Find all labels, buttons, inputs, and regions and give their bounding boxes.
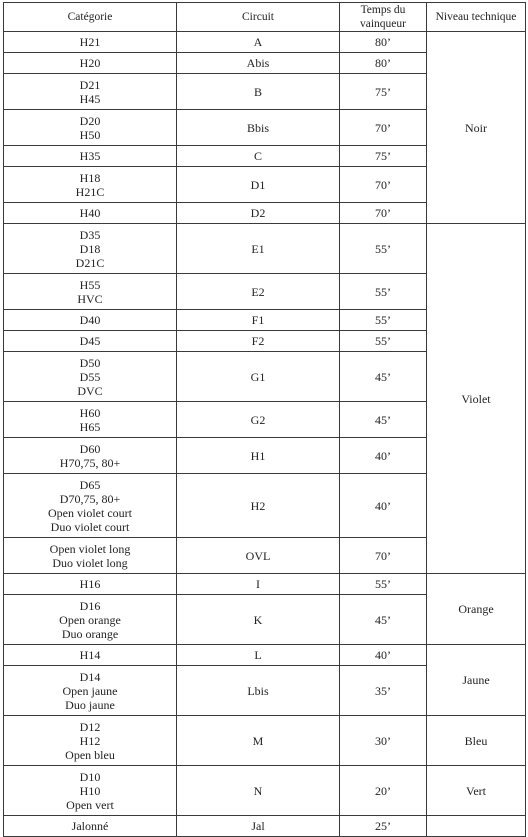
categorie-label: H60 — [79, 405, 101, 420]
temps-vainqueur-cell: 40’ — [340, 438, 427, 474]
temps-vainqueur-cell: 70’ — [340, 167, 427, 203]
temps-vainqueur-cell: 75’ — [340, 74, 427, 110]
categorie-label: D50 — [79, 355, 101, 370]
categorie-label: Open vert — [66, 797, 114, 812]
temps-vainqueur-cell: 35’ — [340, 666, 427, 716]
temps-vainqueur-cell: 55’ — [340, 574, 427, 595]
temps-vainqueur-cell: 30’ — [340, 716, 427, 766]
categorie-label: D12 — [79, 719, 101, 734]
circuit-cell: B — [177, 74, 340, 110]
categorie-cell — [4, 203, 177, 224]
circuits-table — [3, 2, 526, 837]
table-row — [4, 766, 526, 816]
categorie-label: H20 — [79, 56, 101, 70]
categorie-label: D16 — [79, 598, 101, 613]
categorie-label: H35 — [79, 149, 101, 163]
categorie-label: D55 — [79, 369, 101, 384]
categorie-label: Open orange — [59, 612, 121, 627]
temps-vainqueur-cell: 55’ — [340, 224, 427, 274]
circuit-cell: C — [177, 146, 340, 167]
temps-vainqueur-cell: 45’ — [340, 352, 427, 402]
categorie-label: Open violet long — [49, 541, 131, 556]
circuit-cell: A — [177, 32, 340, 53]
categorie-label: H55 — [79, 277, 101, 292]
categorie-label: D60 — [79, 441, 101, 456]
categorie-cell — [4, 816, 177, 837]
temps-vainqueur-cell: 55’ — [340, 331, 427, 352]
categorie-cell — [4, 146, 177, 167]
categorie-label: D35 — [79, 227, 101, 242]
niveau-technique-cell — [427, 816, 526, 837]
circuit-cell: H2 — [177, 474, 340, 538]
categorie-cell — [4, 310, 177, 331]
circuit-cell: F1 — [177, 310, 340, 331]
categorie-cell — [4, 224, 177, 274]
categorie-label: H10 — [79, 783, 101, 798]
header-temps-vainqueur: Temps du vainqueur — [340, 3, 427, 32]
categorie-label: D45 — [79, 334, 101, 348]
table-body — [4, 32, 526, 837]
categorie-cell — [4, 645, 177, 666]
categorie-cell — [4, 574, 177, 595]
circuit-cell: Abis — [177, 53, 340, 74]
categorie-cell — [4, 666, 177, 716]
temps-vainqueur-cell: 55’ — [340, 274, 427, 310]
categorie-label: H40 — [79, 206, 101, 220]
categorie-label: Open jaune — [62, 683, 118, 698]
circuit-cell: D2 — [177, 203, 340, 224]
categorie-cell — [4, 595, 177, 645]
circuit-cell: Lbis — [177, 666, 340, 716]
categorie-cell — [4, 32, 177, 53]
table-row — [4, 574, 526, 595]
temps-vainqueur-cell: 45’ — [340, 402, 427, 438]
circuit-cell: I — [177, 574, 340, 595]
temps-vainqueur-cell: 80’ — [340, 53, 427, 74]
table-row — [4, 645, 526, 666]
categorie-cell — [4, 474, 177, 538]
circuit-cell: K — [177, 595, 340, 645]
categorie-label: D10 — [79, 769, 101, 784]
categorie-label: H70,75, 80+ — [59, 455, 121, 470]
header-categorie: Catégorie — [4, 3, 177, 32]
table-row — [4, 716, 526, 766]
categorie-label: D70,75, 80+ — [59, 491, 121, 506]
temps-vainqueur-cell: 55’ — [340, 310, 427, 331]
circuit-cell: H1 — [177, 438, 340, 474]
categorie-label: Open bleu — [65, 747, 115, 762]
categorie-cell — [4, 352, 177, 402]
categorie-cell — [4, 167, 177, 203]
categorie-label: H21 — [79, 35, 101, 49]
categorie-label: H50 — [79, 127, 101, 142]
temps-vainqueur-cell: 70’ — [340, 203, 427, 224]
niveau-technique-cell: Jaune — [427, 645, 526, 716]
temps-vainqueur-cell: 70’ — [340, 538, 427, 574]
categorie-cell — [4, 274, 177, 310]
categorie-cell — [4, 766, 177, 816]
circuit-cell: N — [177, 766, 340, 816]
circuit-cell: M — [177, 716, 340, 766]
categorie-label: H16 — [79, 577, 101, 591]
circuit-cell: G2 — [177, 402, 340, 438]
categorie-label: D40 — [79, 313, 101, 327]
table-row — [4, 816, 526, 837]
categorie-label: Duo jaune — [65, 697, 115, 712]
categorie-label: Duo violet court — [50, 519, 130, 534]
categorie-cell — [4, 716, 177, 766]
categorie-label: H14 — [79, 648, 101, 662]
categorie-cell — [4, 438, 177, 474]
categorie-label: D14 — [79, 669, 101, 684]
categorie-label: H45 — [79, 91, 101, 106]
temps-vainqueur-cell: 40’ — [340, 645, 427, 666]
categorie-cell — [4, 110, 177, 146]
categorie-label: Duo violet long — [52, 555, 128, 570]
niveau-technique-cell: Bleu — [427, 716, 526, 766]
niveau-technique-cell: Vert — [427, 766, 526, 816]
circuit-cell: E2 — [177, 274, 340, 310]
categorie-label: H12 — [79, 733, 101, 748]
temps-vainqueur-cell: 70’ — [340, 110, 427, 146]
temps-vainqueur-cell: 40’ — [340, 474, 427, 538]
temps-vainqueur-cell: 80’ — [340, 32, 427, 53]
categorie-label: HVC — [77, 291, 103, 306]
niveau-technique-cell: Violet — [427, 224, 526, 574]
temps-vainqueur-cell: 20’ — [340, 766, 427, 816]
circuit-cell: D1 — [177, 167, 340, 203]
circuit-cell: G1 — [177, 352, 340, 402]
temps-vainqueur-cell: 45’ — [340, 595, 427, 645]
categorie-label: Open violet court — [48, 505, 132, 520]
categorie-label: D21C — [75, 255, 105, 270]
header-niveau-technique: Niveau technique — [427, 3, 526, 32]
niveau-technique-cell: Noir — [427, 32, 526, 224]
categorie-label: H65 — [79, 419, 101, 434]
circuit-cell: OVL — [177, 538, 340, 574]
circuit-cell: L — [177, 645, 340, 666]
categorie-label: Jalonné — [71, 819, 109, 833]
categorie-cell — [4, 53, 177, 74]
categorie-label: D18 — [79, 241, 101, 256]
categorie-label: DVC — [77, 383, 103, 398]
categorie-label: Duo orange — [61, 626, 119, 641]
categorie-label: D21 — [79, 77, 101, 92]
table-row — [4, 224, 526, 274]
categorie-cell — [4, 331, 177, 352]
categorie-cell — [4, 402, 177, 438]
temps-vainqueur-cell: 75’ — [340, 146, 427, 167]
categorie-cell — [4, 74, 177, 110]
categorie-cell — [4, 538, 177, 574]
temps-vainqueur-cell: 25’ — [340, 816, 427, 837]
categorie-label: H21C — [75, 184, 105, 199]
circuit-cell: F2 — [177, 331, 340, 352]
circuit-cell: Jal — [177, 816, 340, 837]
categorie-label: D65 — [79, 477, 101, 492]
categorie-label: D20 — [79, 113, 101, 128]
circuit-cell: Bbis — [177, 110, 340, 146]
circuit-cell: E1 — [177, 224, 340, 274]
categorie-label: H18 — [79, 170, 101, 185]
table-row — [4, 32, 526, 53]
header-circuit: Circuit — [177, 3, 340, 32]
header-row — [4, 3, 526, 32]
niveau-technique-cell: Orange — [427, 574, 526, 645]
